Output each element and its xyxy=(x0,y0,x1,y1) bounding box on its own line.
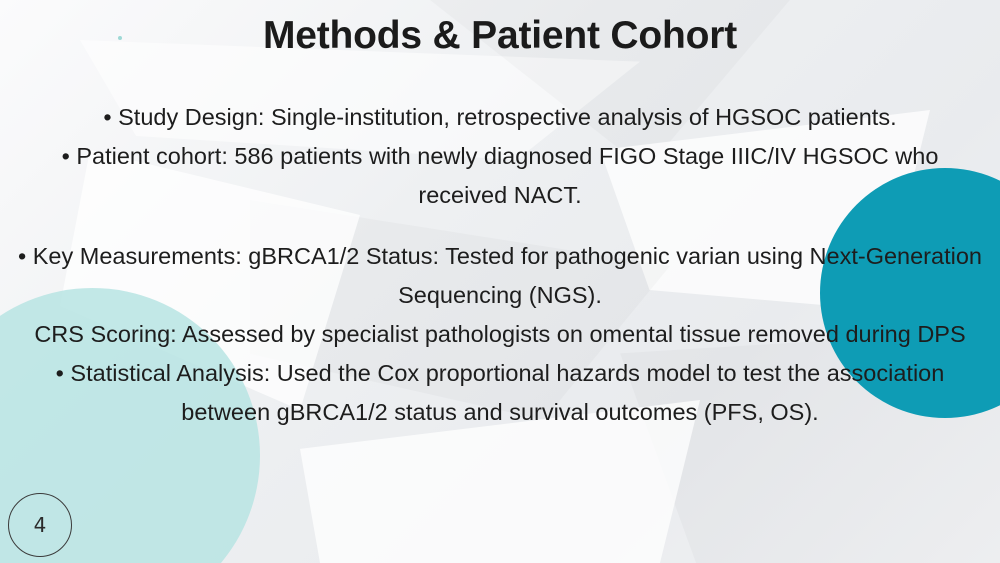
body-paragraph: • Key Measurements: gBRCA1/2 Status: Tested for pathogenic varian using Next-Generation Sequencing (NGS). xyxy=(18,243,982,308)
body-paragraph: • Study Design: Single-institution, retrospective analysis of HGSOC patients. xyxy=(103,104,897,130)
slide-number-badge: 4 xyxy=(8,493,72,557)
paragraph-spacer xyxy=(18,215,982,237)
body-paragraph: • Patient cohort: 586 patients with newly diagnosed FIGO Stage IIIC/IV HGSOC who received NACT. xyxy=(61,143,939,208)
body-paragraph: • Statistical Analysis: Used the Cox proportional hazards model to test the association between gBRCA1/2 status and survival outcomes (PFS, OS). xyxy=(55,360,945,425)
page-title: Methods & Patient Cohort xyxy=(262,14,738,57)
slide-body xyxy=(18,98,982,432)
body-paragraph: CRS Scoring: Assessed by specialist pathologists on omental tissue removed during DPS xyxy=(34,321,966,347)
